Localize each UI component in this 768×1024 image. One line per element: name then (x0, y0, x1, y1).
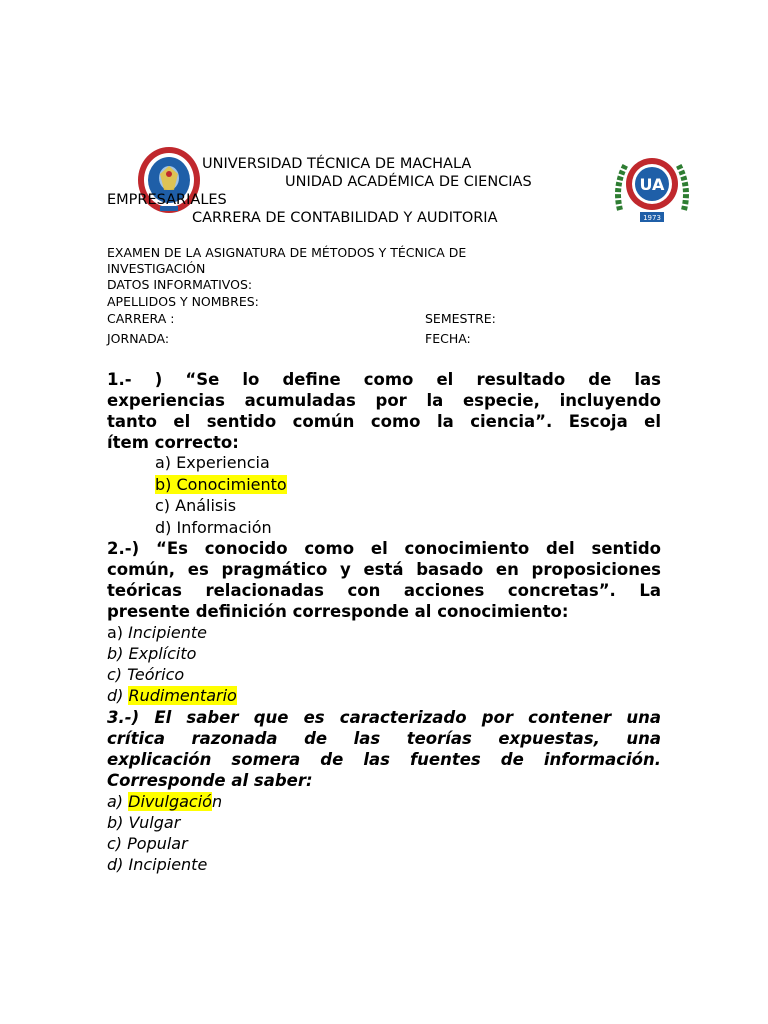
question-1-line: ítem correcto: (107, 433, 239, 452)
career-name: CARRERA DE CONTABILIDAD Y AUDITORIA (192, 210, 498, 226)
q2-option-c: c) Teórico (107, 665, 185, 684)
q2-option-a (107, 622, 207, 643)
q1-option-c: c) Análisis (155, 496, 237, 515)
q3-option-a-highlight: Divulgació (128, 792, 212, 811)
q2-option-b: b) Explícito (107, 644, 197, 663)
q2-option-a-text: Incipiente (128, 623, 207, 642)
q1-option-b (155, 474, 287, 495)
q2-option-a-prefix: a) (107, 623, 129, 642)
q3-option-a (107, 791, 222, 812)
question-3-line: 3.-) El saber que es caracterizado por contener una (107, 708, 661, 727)
semestre-label: SEMESTRE: (425, 311, 496, 326)
q3-option-a-prefix: a) (107, 792, 129, 811)
fecha-label: FECHA: (425, 331, 471, 346)
q3-option-c: c) Popular (107, 834, 188, 853)
question-1-line: 1.- ) “Se lo define como el resultado de las (107, 370, 661, 389)
question-2 (107, 538, 661, 622)
q2-option-d-highlight: Rudimentario (128, 686, 237, 705)
question-3-line: crítica razonada de las teorías expuestas, una (107, 729, 661, 748)
q3-option-a-suffix: n (211, 792, 223, 811)
university-name: UNIVERSIDAD TÉCNICA DE MACHALA (202, 156, 472, 172)
unit-name-line2: EMPRESARIALES (107, 192, 227, 208)
apellidos-label: APELLIDOS Y NOMBRES: (107, 294, 259, 309)
question-2-line: común, es pragmático y está basado en proposiciones (107, 560, 661, 579)
exam-title-line1: EXAMEN DE LA ASIGNATURA DE MÉTODOS Y TÉCNICA DE (107, 245, 467, 260)
question-2-line: presente definición corresponde al conocimiento: (107, 602, 569, 621)
question-3 (107, 707, 661, 791)
question-3-line: Corresponde al saber: (107, 771, 313, 790)
question-2-line: 2.-) “Es conocido como el conocimiento del sentido (107, 539, 661, 558)
q2-option-d (107, 685, 237, 706)
ua-emblem-year: 1973 (643, 214, 661, 222)
question-1-line: tanto el sentido común como la ciencia”. Escoja el (107, 412, 661, 431)
question-1 (107, 369, 661, 453)
exam-title-line2: INVESTIGACIÓN (107, 261, 206, 276)
q1-option-a: a) Experiencia (155, 453, 270, 472)
question-3-line: explicación somera de las fuentes de información. (107, 750, 661, 769)
question-1-line: experiencias acumuladas por la especie, incluyendo (107, 391, 661, 410)
q3-option-d: d) Incipiente (107, 855, 208, 874)
jornada-label: JORNADA: (107, 331, 170, 346)
q1-option-b-highlight: b) Conocimiento (155, 475, 287, 494)
ua-emblem-text: UA (639, 175, 665, 194)
carrera-label: CARRERA : (107, 311, 175, 326)
q1-option-d: d) Información (155, 518, 272, 537)
q3-option-b: b) Vulgar (107, 813, 181, 832)
q2-option-d-prefix: d) (107, 686, 129, 705)
unit-name-line1: UNIDAD ACADÉMICA DE CIENCIAS (285, 174, 532, 190)
question-2-line: teóricas relacionadas con acciones concretas”. La (107, 581, 661, 600)
datos-informativos-label: DATOS INFORMATIVOS: (107, 277, 253, 292)
ua-emblem-icon (612, 150, 692, 226)
